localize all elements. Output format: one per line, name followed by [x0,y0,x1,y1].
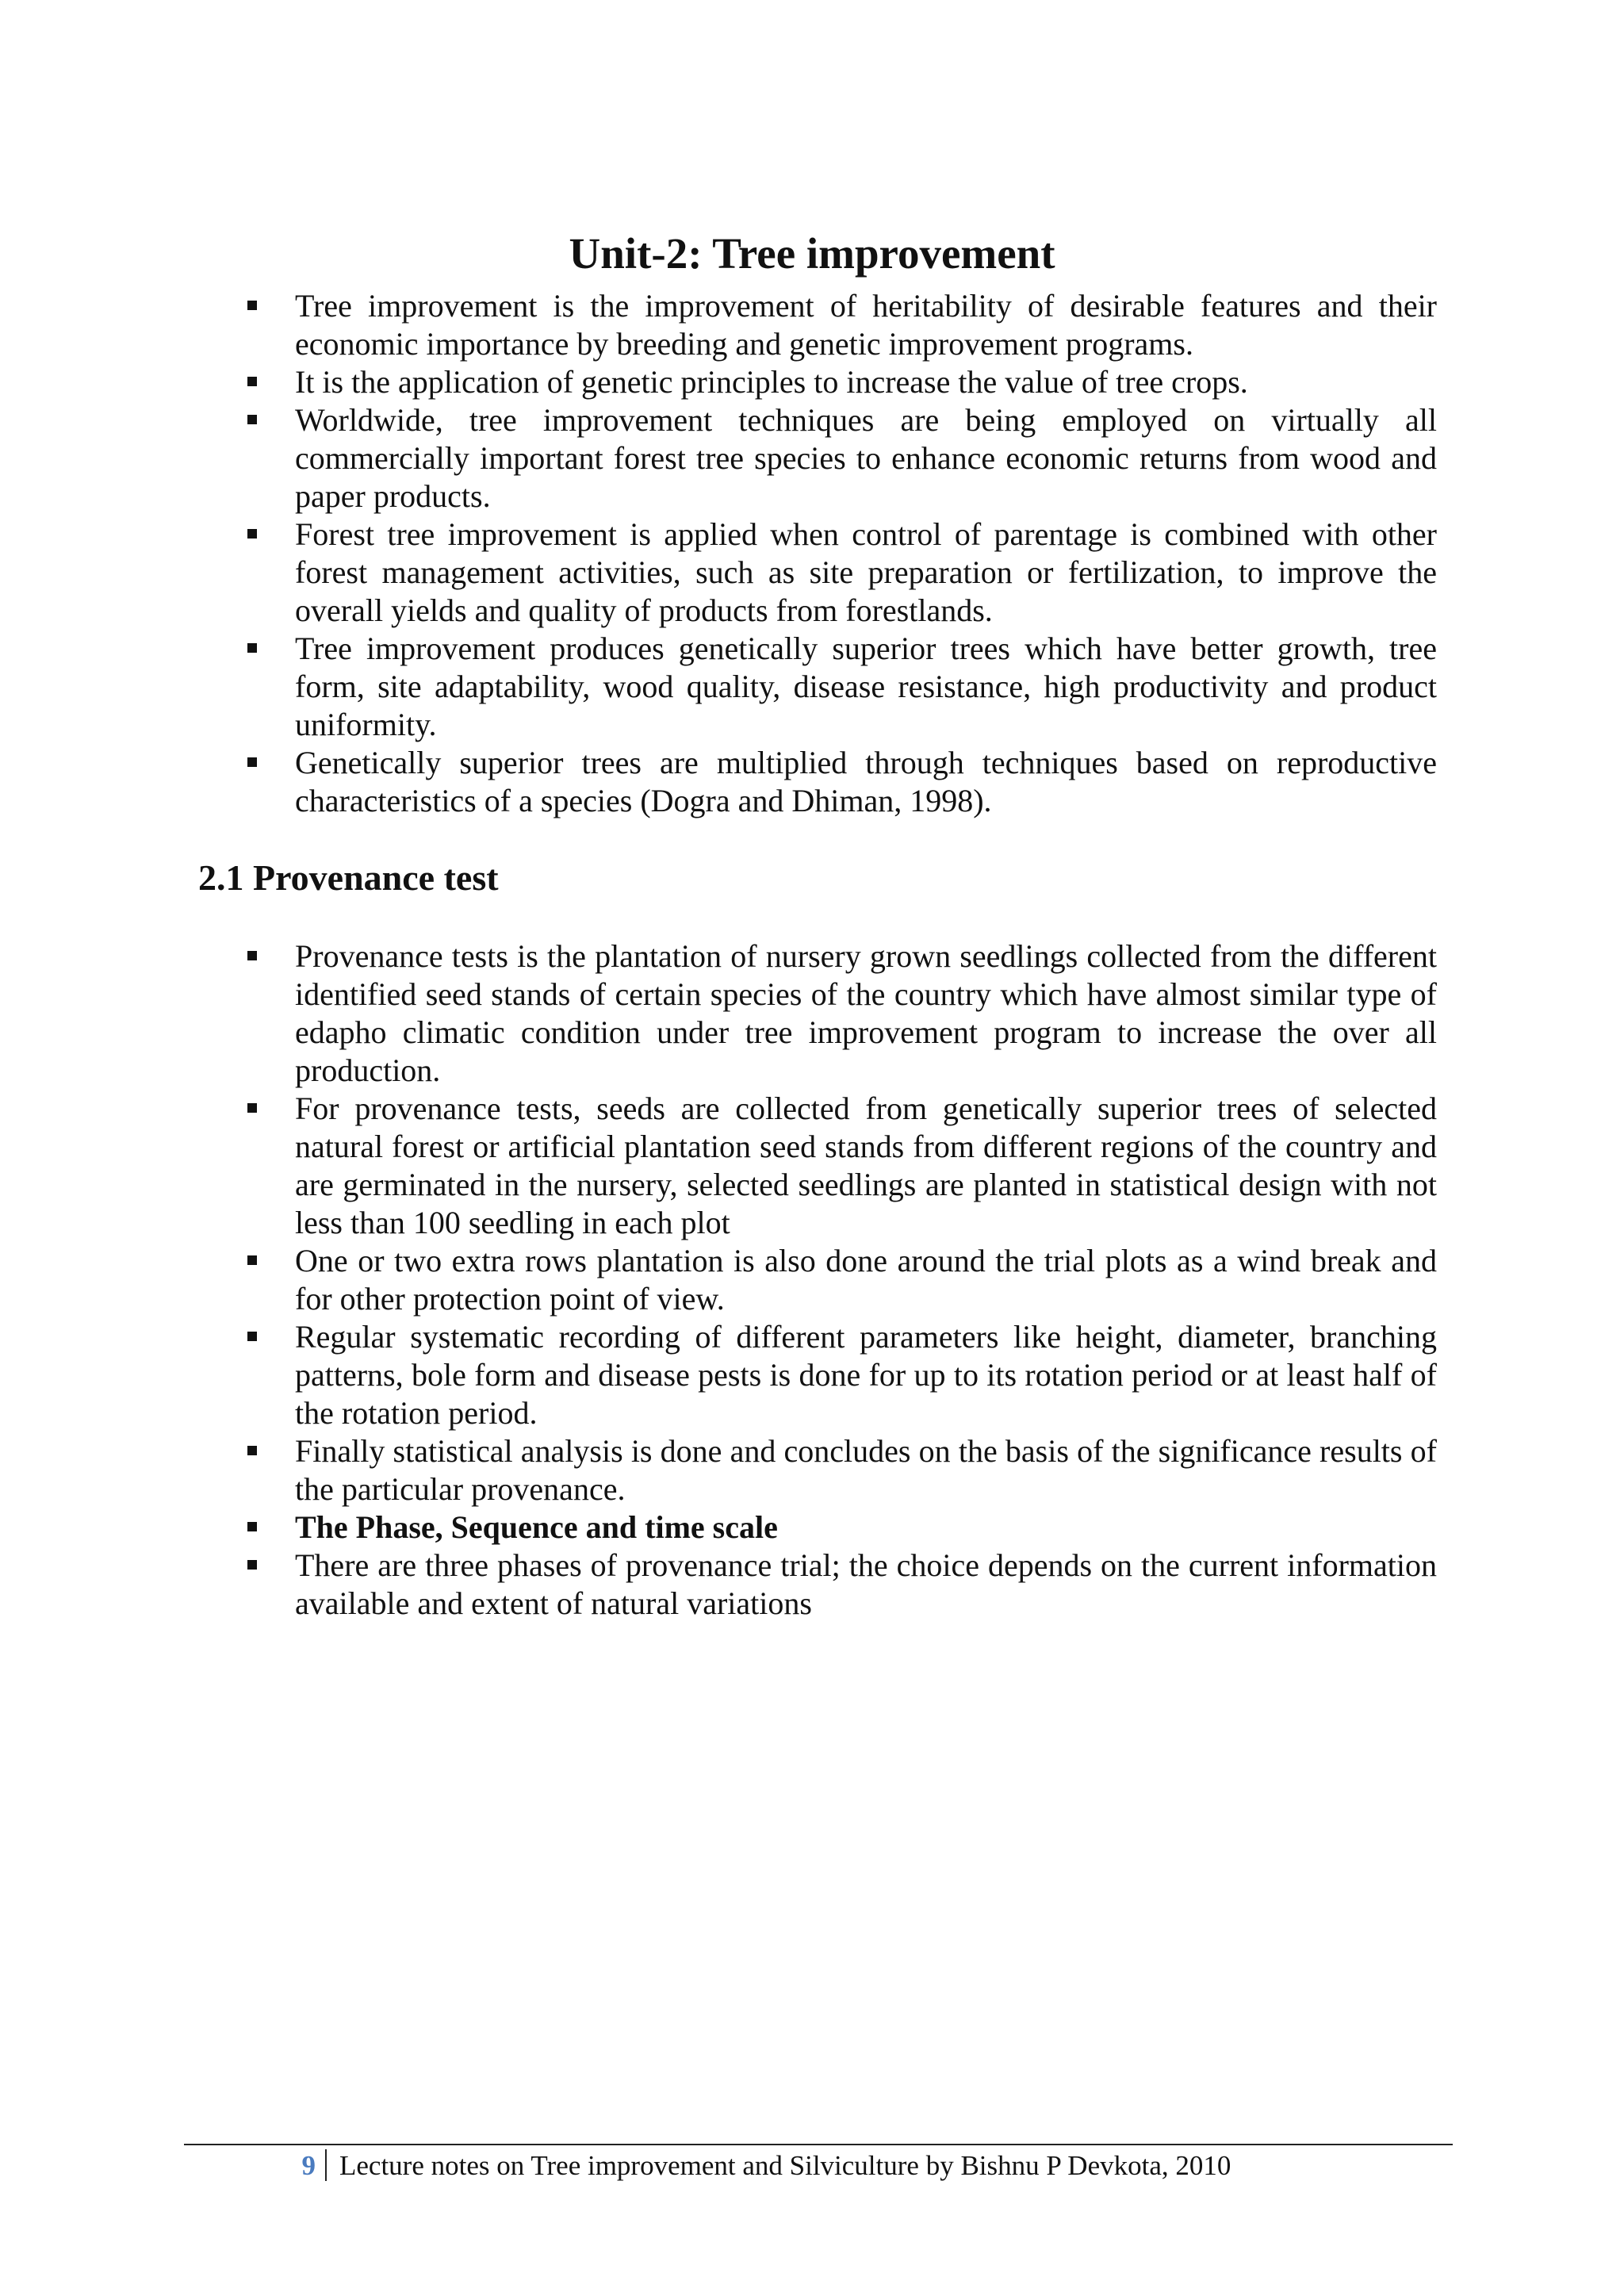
provenance-bullet-list [295,937,1437,1623]
list-item-text: There are three phases of provenance trial; the choice depends on the current information available and extent of natural variations [295,1547,1437,1621]
list-item [295,1090,1437,1242]
list-item [295,937,1437,1090]
list-item [295,744,1437,820]
list-item-text: Forest tree improvement is applied when control of parentage is combined with other forest management activities, such as site preparation or fertilization, to improve the overall yields and quality of products from forestlands. [295,516,1437,628]
list-item [295,516,1437,630]
list-item [295,287,1437,363]
list-item-text: For provenance tests, seeds are collected from genetically superior trees of selected natural forest or artificial plantation seed stands from different regions of the country and are germinated in the nursery, selected seedlings are planted in statistical design with not less than 100 seedling in each plot [295,1091,1437,1240]
page-title: Unit-2: Tree improvement [569,228,1055,278]
footer-rule [184,2144,1453,2145]
list-item-subheading [295,1508,1437,1547]
list-item [295,1547,1437,1623]
list-item [295,401,1437,516]
list-item [295,1432,1437,1508]
list-item [295,630,1437,744]
list-item-text: Tree improvement is the improvement of heritability of desirable features and their economic importance by breeding and genetic improvement programs. [295,288,1437,362]
intro-bullet-list [295,287,1437,820]
page-number: 9 [301,2150,316,2181]
section-heading: 2.1 Provenance test [198,857,499,898]
list-item-text: The Phase, Sequence and time scale [295,1509,778,1545]
page-footer [184,2148,1453,2184]
list-item-text: It is the application of genetic principles to increase the value of tree crops. [295,364,1248,400]
list-item-text: Finally statistical analysis is done and concludes on the basis of the significance results of the particular provenance. [295,1433,1437,1507]
footer-divider [325,2149,327,2181]
list-item-text: Provenance tests is the plantation of nursery grown seedlings collected from the different identified seed stands of certain species of the country which have almost similar type of edapho climatic condition under tree improvement program to increase the over all production. [295,938,1437,1088]
list-item-text: Regular systematic recording of different parameters like height, diameter, branching patterns, bole form and disease pests is done for up to its rotation period or at least half of the rotation period. [295,1319,1437,1431]
list-item-text: One or two extra rows plantation is also done around the trial plots as a wind break and for other protection point of view. [295,1243,1437,1317]
list-item-text: Worldwide, tree improvement techniques are being employed on virtually all commercially important forest tree species to enhance economic returns from wood and paper products. [295,402,1437,514]
footer-text: Lecture notes on Tree improvement and Silviculture by Bishnu P Devkota, 2010 [339,2150,1231,2181]
list-item-text: Genetically superior trees are multiplied through techniques based on reproductive characteristics of a species (Dogra and Dhiman, 1998). [295,745,1437,818]
list-item [295,1242,1437,1318]
list-item [295,363,1437,401]
list-item-text: Tree improvement produces genetically superior trees which have better growth, tree form, site adaptability, wood quality, disease resistance, high productivity and product uniformity. [295,631,1437,742]
list-item [295,1318,1437,1432]
